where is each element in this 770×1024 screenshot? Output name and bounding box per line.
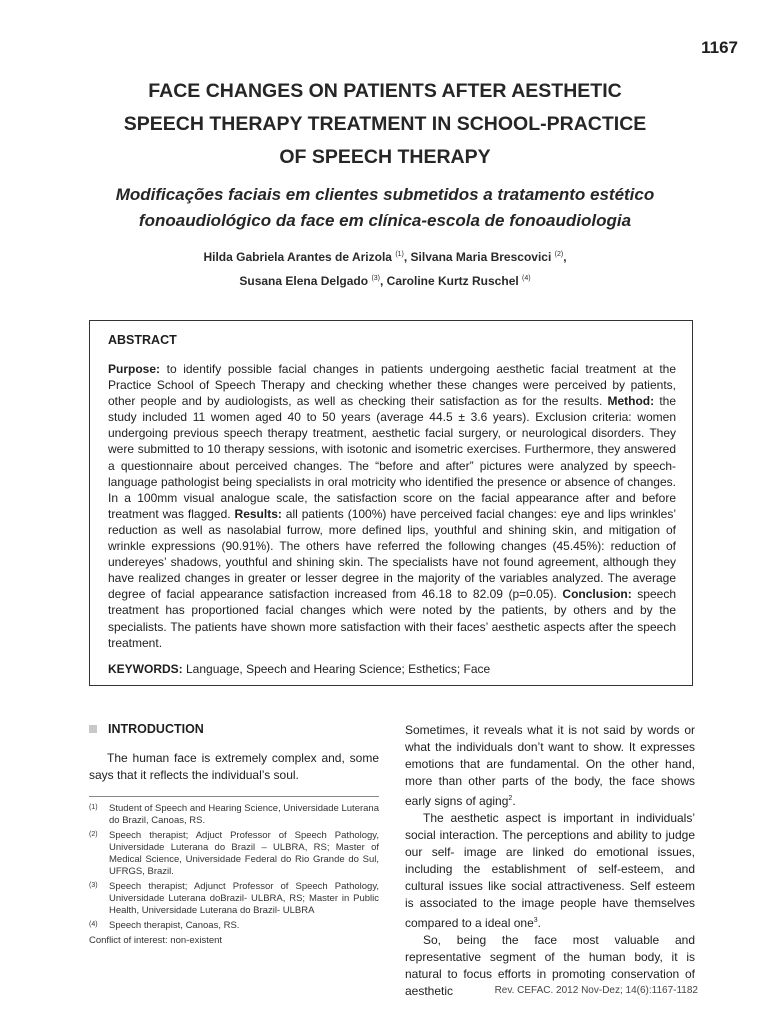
footnote-mark: (2) [89, 830, 98, 838]
author-separator: , [403, 250, 411, 264]
subtitle-line: fonoaudiológico da face em clínica-escola de fonoaudiologia [138, 211, 632, 230]
results-text: all patients (100%) have perceived facial changes: eye and lips wrinkles’ reduction as well as nasolabial furrow, more defined lips, youthful and shining skin, and mitigation of wrinkle expressions (90.91%). The others have referred the following changes (45.45%): reduction of undereyes’ shadows, youthful and shining skin. The specialists have not found agreement, although they have realized changes in greater or lesser degree in the majority of the variables analyzed. The average degree of facial appearance satisfaction increased from 46.18 to 82.09 (p=0.05). [108, 506, 677, 602]
footnote-divider [89, 796, 379, 797]
paragraph-text: Sometimes, it reveals what it is not said by words or what the individuals don’t want to show. It expresses emotions that are fundamental. On the other hand, more than other parts of the body, the face shows early signs of aging [405, 723, 695, 808]
body-paragraph: So, being the face most valuable and representative segment of the human body, it is natural to focus efforts in promoting conservation of aesthetic [405, 933, 695, 998]
right-column [405, 722, 695, 1000]
title-line: FACE CHANGES ON PATIENTS AFTER AESTHETIC [148, 80, 622, 102]
author-affiliation-mark: (3) [371, 275, 380, 282]
introduction-heading-text: INTRODUCTION [108, 722, 204, 736]
author-separator: , [563, 250, 567, 264]
reference-mark: 3 [533, 917, 538, 924]
footnote-text: Student of Speech and Hearing Science, Universidade Luterana do Brazil, Canoas, RS. [109, 803, 379, 827]
conclusion-text: speech treatment has proportioned facial changes which were noted by the patients, by others and by the specialists. The patients have shown more satisfaction with their faces’ aesthetic aspects after the speech treatment. [108, 587, 677, 650]
author-separator: , [380, 274, 387, 288]
square-bullet-icon [89, 725, 97, 733]
abstract-text [108, 361, 676, 651]
reference-mark: 2 [508, 795, 513, 802]
introduction-heading [89, 722, 379, 736]
body-paragraph [405, 810, 695, 932]
page-number: 1167 [701, 38, 738, 57]
footnote-mark: (1) [89, 804, 98, 811]
author-affiliation-mark: (1) [395, 251, 404, 258]
body-paragraph [405, 722, 695, 810]
abstract-heading: ABSTRACT [108, 333, 177, 347]
footnote [89, 803, 379, 828]
footnote-mark: (3) [89, 881, 98, 889]
article-title [90, 75, 680, 174]
author-name: Silvana Maria Brescovici [410, 250, 552, 264]
author-name: Hilda Gabriela Arantes de Arizola [203, 250, 392, 264]
journal-citation: Rev. CEFAC. 2012 Nov-Dez; 14(6):1167-1182 [494, 985, 698, 996]
footnote [89, 830, 379, 879]
keywords [108, 662, 676, 676]
footnote [89, 881, 379, 918]
author-name: Susana Elena Delgado [239, 274, 369, 288]
keywords-label: KEYWORDS: [108, 661, 183, 676]
paragraph-text: The aesthetic aspect is important in individuals’ social interaction. The perceptions and ability to judge our self- image are linked do emotional issues, including the establishment of self-esteem, and cultural issues like social attractiveness. Self esteem is associated to the image people have themselves compared to a ideal one [405, 811, 695, 930]
title-line: SPEECH THERAPY TREATMENT IN SCHOOL-PRACTICE [123, 113, 647, 135]
article-subtitle [80, 182, 690, 234]
results-label: Results: [234, 506, 282, 521]
author-name: Caroline Kurtz Ruschel [386, 274, 519, 288]
purpose-label: Purpose: [108, 362, 161, 376]
abstract-box [89, 320, 693, 686]
author-list [120, 244, 650, 292]
method-label: Method: [607, 394, 655, 409]
keywords-text: Language, Speech and Hearing Science; Esthetics; Face [182, 661, 491, 676]
author-affiliation-mark: (2) [554, 251, 564, 258]
left-column [89, 722, 379, 947]
paragraph-end: . [512, 794, 516, 808]
footnote-text: Speech therapist, Canoas, RS. [109, 919, 240, 931]
footnote-text: Speech therapist; Adjuct Professor of Speech Pathology, Universidade Luterana do Brazil – ULBRA, RS; Master of Medical Science, Universidade Federal do Rio Grande do Sul, UFRGS, Brazil. [109, 829, 379, 878]
purpose-text: to identify possible facial changes in patients undergoing aesthetic facial treatment at the Practice School of Speech Therapy and checking whether these changes were perceived by patients, other people and by audiologists, as well as checking their satisfaction as for the results. [108, 362, 676, 409]
method-text: the study included 11 women aged 40 to 50 years (average 44.5 ± 3.6 years). Exclusion criteria: women undergoing previous speech therapy treatment, aesthetic facial surgery, or neurological disorders. They were submitted to 10 therapy sessions, with isotonic and isometric exercises. Furthermore, they answered a questionnaire about perceived changes. The “before and after” pictures were analyzed by speech-language pathologist being specialists in oral motricity who identified the presence or absence of changes. In a 100mm visual analogue scale, the satisfaction score on the facial appearance after and before treatment was flagged. [108, 394, 676, 521]
introduction-paragraph: The human face is extremely complex and, some says that it reflects the individual’s soul. [89, 751, 379, 782]
subtitle-line: Modificações faciais em clientes submetidos a tratamento estético [115, 185, 655, 204]
title-line: OF SPEECH THERAPY [279, 146, 491, 168]
paragraph-end: . [537, 916, 542, 930]
conclusion-label: Conclusion: [562, 587, 632, 602]
conflict-of-interest: Conflict of interest: non-existent [89, 934, 223, 946]
footnote [89, 920, 379, 932]
footnote-mark: (4) [89, 920, 98, 928]
footnote-text: Speech therapist; Adjunct Professor of Speech Pathology, Universidade Luterana doBrazil- ULBRA, RS; Master in Public Health, Universidade Luterana do Brazil- ULBRA [109, 880, 379, 917]
author-affiliation-mark: (4) [522, 275, 531, 282]
